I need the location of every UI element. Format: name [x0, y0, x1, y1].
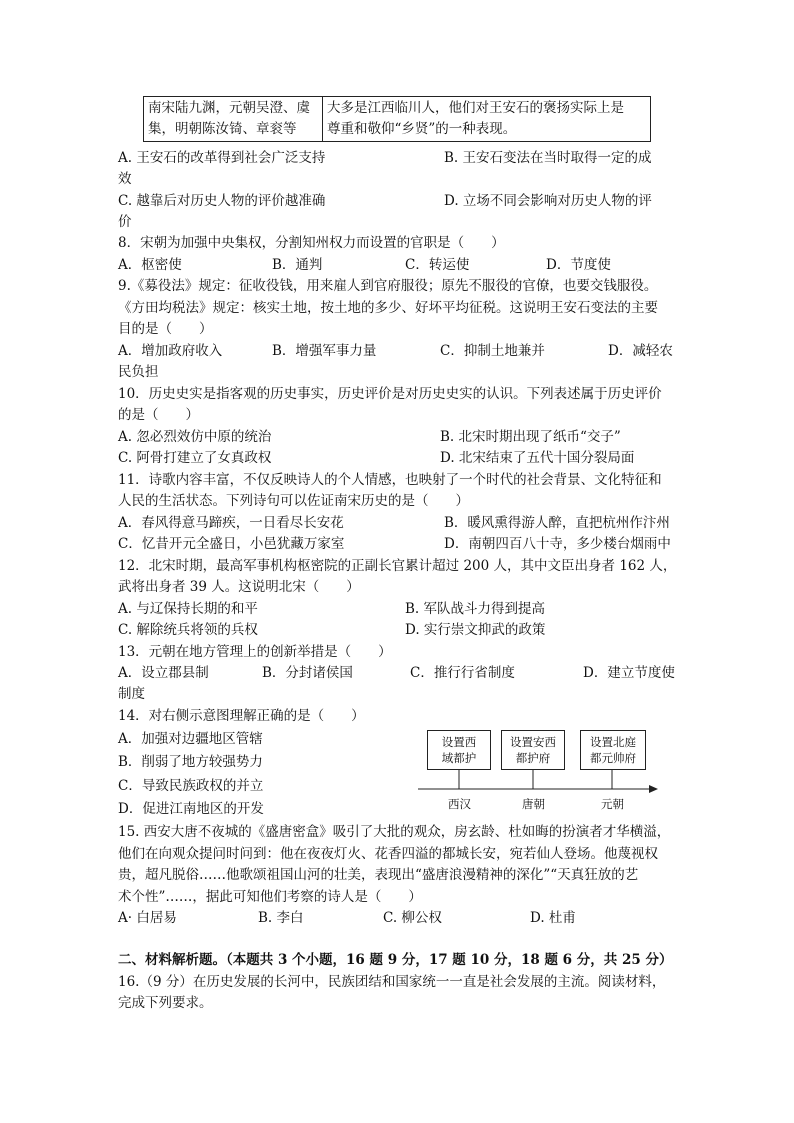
q13-option-d-cont: 制度 [118, 686, 145, 702]
arrow-head-icon [649, 785, 658, 793]
q16-stem-1: 16.（9 分）在历史发展的长河中，民族团结和国家统一一直是社会发展的主流。阅读材料， [118, 974, 666, 990]
q14-stem: 14．对右侧示意图理解正确的是（ ） [118, 708, 365, 724]
cell-line: 南宋陆九渊，元朝吴澄、虞 [148, 100, 310, 116]
q16-stem-2: 完成下列要求。 [118, 995, 213, 1011]
q15-option-a: A· 白居易 [118, 910, 177, 926]
cell-line: 尊重和敬仰“乡贤”的一种表现。 [327, 121, 517, 137]
q13-option-d: D．建立节度使 [583, 665, 675, 681]
q14-option-c: C．导致民族政权的并立 [118, 778, 264, 794]
q15-stem-2: 他们在向观众提问时问到：他在夜夜灯火、花香四溢的都城长安，宛若仙人登场。他蔑视权 [118, 846, 658, 862]
cell-line: 集，明朝陈汝锜、章衮等 [148, 121, 297, 137]
box-line: 都护府 [515, 751, 551, 765]
q13-option-c: C．推行行省制度 [410, 665, 515, 681]
q12-option-c: C. 解除统兵将领的兵权 [118, 622, 258, 638]
diagram-box-tang [501, 730, 565, 770]
dynasty-label-western-han: 西汉 [448, 797, 471, 811]
q8-option-a: A．枢密使 [118, 257, 182, 273]
q14-option-a: A．加强对边疆地区管辖 [118, 731, 263, 747]
q7-option-d: D. 立场不同会影响对历史人物的评 [444, 193, 652, 209]
q14-option-d: D．促进江南地区的开发 [118, 801, 264, 817]
q9-option-a: A．增加政府收入 [118, 343, 223, 359]
diagram-box-western-han [427, 730, 491, 770]
q11-option-d: D．南朝四百八十寺，多少楼台烟雨中 [444, 536, 671, 552]
q11-option-a: A．春风得意马蹄疾，一日看尽长安花 [118, 515, 344, 531]
box-line: 域都护 [441, 751, 477, 765]
section-2-title: 二、材料解析题。（本题共 3 个小题，16 题 9 分，17 题 10 分，18 题 6 分，共 25 分） [118, 952, 673, 968]
q12-option-b: B. 军队战斗力得到提高 [405, 601, 546, 617]
table-row [144, 97, 651, 142]
q15-option-c: C. 柳公权 [383, 910, 442, 926]
q10-option-a: A. 忽必烈效仿中原的统治 [118, 429, 272, 445]
q9-stem-2: 《方田均税法》规定：核实土地，按土地的多少、好坏平均征税。这说明王安石变法的主要 [118, 300, 658, 316]
q7-option-b-cont: 效 [118, 171, 132, 187]
q10-option-d: D. 北宋结束了五代十国分裂局面 [440, 450, 635, 466]
box-line: 都元帅府 [590, 751, 636, 765]
q9-stem-1: 9.《募役法》规定：征收役钱，用来雇人到官府服役；原先不服役的官僚，也要交钱服役。 [118, 278, 658, 294]
q9-option-d-cont: 民负担 [118, 364, 159, 380]
q15-stem-1: 15. 西安大唐不夜城的《盛唐密盒》吸引了大批的观众，房玄龄、杜如晦的扮演者才华横溢， [118, 824, 671, 840]
dynasty-label-tang: 唐朝 [522, 797, 545, 811]
source-table [143, 96, 651, 142]
q12-stem-1: 12．北宋时期，最高军事机构枢密院的正副长官累计超过 200 人，其中文臣出身者 162 人， [118, 558, 677, 574]
q9-stem-3: 目的是（ ） [118, 321, 213, 337]
diagram-box-yuan [580, 730, 646, 770]
q7-option-c: C. 越靠后对历史人物的评价越准确 [118, 193, 326, 209]
q8-option-c: C．转运使 [405, 257, 470, 273]
q7-option-a: A. 王安石的改革得到社会广泛支持 [118, 150, 326, 166]
box-line: 设置西 [441, 735, 477, 749]
q15-stem-4: 术个性”……，据此可知他们考察的诗人是（ ） [118, 889, 422, 905]
q9-option-b: B．增强军事力量 [272, 343, 377, 359]
q11-stem-2: 人民的生活状态。下列诗句可以佐证南宋历史的是（ ） [118, 493, 469, 509]
q8-option-d: D．节度使 [546, 257, 611, 273]
q11-stem-1: 11．诗歌内容丰富，不仅反映诗人的个人情感，也映射了一个时代的社会背景、文化特征和 [118, 472, 662, 488]
q10-stem-1: 10．历史史实是指客观的历史事实，历史评价是对历史史实的认识。下列表述属于历史评价 [118, 386, 662, 402]
q11-option-b: B．暖风熏得游人醉，直把杭州作汴州 [444, 515, 670, 531]
q12-option-d: D. 实行崇文抑武的政策 [405, 622, 546, 638]
q13-option-a: A．设立郡县制 [118, 665, 209, 681]
q9-option-c: C．抑制土地兼并 [440, 343, 545, 359]
q15-option-b: B. 李白 [258, 910, 304, 926]
q7-option-b: B. 王安石变法在当时取得一定的成 [444, 150, 652, 166]
table-cell [144, 97, 323, 142]
q14-option-b: B．削弱了地方较强势力 [118, 754, 263, 770]
dynasty-label-yuan: 元朝 [601, 797, 624, 811]
q8-stem: 8．宋朝为加强中央集权，分割知州权力而设置的官职是（ ） [118, 235, 505, 251]
q15-option-d: D. 杜甫 [530, 910, 576, 926]
q11-option-c: C．忆昔开元全盛日，小邑犹藏万家室 [118, 536, 345, 552]
q8-option-b: B．通判 [272, 257, 323, 273]
q12-stem-2: 武将出身者 39 人。这说明北宋（ ） [118, 579, 360, 595]
q13-option-b: B．分封诸侯国 [262, 665, 353, 681]
box-line: 设置安西 [510, 735, 556, 749]
q7-option-d-cont: 价 [118, 214, 132, 230]
q15-stem-3: 贵，超凡脱俗……他歌颂祖国山河的壮美，表现出“盛唐浪漫精神的深化”“天真狂放的艺 [118, 867, 639, 883]
box-line: 设置北庭 [590, 735, 636, 749]
q10-stem-2: 的是（ ） [118, 407, 199, 423]
q12-option-a: A. 与辽保持长期的和平 [118, 601, 258, 617]
q13-stem: 13．元朝在地方管理上的创新举措是（ ） [118, 644, 392, 660]
table-cell [323, 97, 651, 142]
q9-option-d: D．减轻农 [608, 343, 673, 359]
cell-line: 大多是江西临川人，他们对王安石的褒扬实际上是 [327, 100, 624, 116]
q10-option-b: B. 北宋时期出现了纸币“交子” [440, 429, 621, 445]
q10-option-c: C. 阿骨打建立了女真政权 [118, 450, 272, 466]
